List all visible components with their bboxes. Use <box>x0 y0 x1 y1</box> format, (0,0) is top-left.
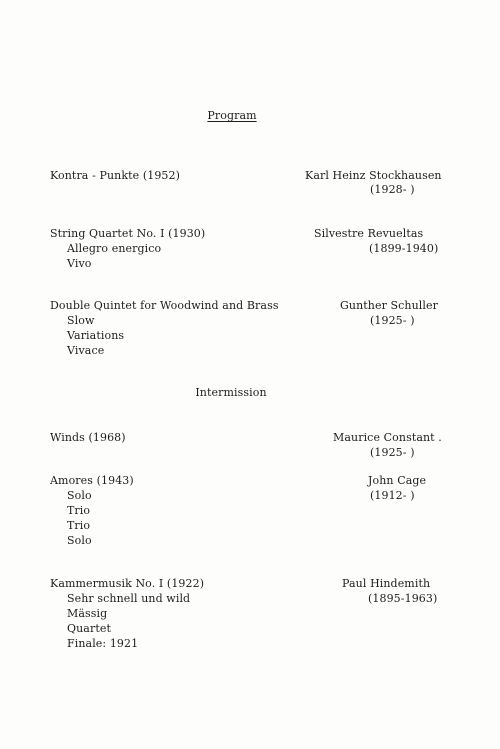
movement: Finale: 1921 <box>67 637 139 650</box>
movement: Solo <box>67 489 92 502</box>
composer-dates: (1895-1963) <box>368 592 438 605</box>
piece-title: Winds (1968) <box>50 431 126 444</box>
piece-title: Double Quintet for Woodwind and Brass <box>50 299 279 312</box>
piece-title: String Quartet No. I (1930) <box>50 227 206 240</box>
piece-title: Kammermusik No. I (1922) <box>50 577 205 590</box>
composer-dates: (1925- ) <box>370 446 415 459</box>
movement: Trio <box>67 504 91 517</box>
movement: Variations <box>67 329 125 342</box>
composer-name: Karl Heinz Stockhausen <box>305 169 442 182</box>
movement: Allegro energico <box>67 242 162 255</box>
movement: Slow <box>67 314 95 327</box>
composer-name: Paul Hindemith <box>342 577 431 590</box>
composer-name: Silvestre Revueltas <box>314 227 424 240</box>
movement: Mässig <box>67 607 108 620</box>
movement: Vivace <box>67 344 105 357</box>
movement: Vivo <box>67 257 92 270</box>
composer-dates: (1925- ) <box>370 314 415 327</box>
movement: Solo <box>67 534 92 547</box>
movement: Trio <box>67 519 91 532</box>
program-title: Program <box>207 109 257 122</box>
movement: Sehr schnell und wild <box>67 592 191 605</box>
composer-name: Maurice Constant . <box>333 431 442 444</box>
composer-dates: (1912- ) <box>370 489 415 502</box>
piece-title: Amores (1943) <box>50 474 134 487</box>
movement: Quartet <box>67 622 111 635</box>
piece-title: Kontra - Punkte (1952) <box>50 169 181 182</box>
composer-name: John Cage <box>368 474 427 487</box>
intermission-label: Intermission <box>195 386 267 399</box>
composer-dates: (1928- ) <box>370 183 415 196</box>
composer-name: Gunther Schuller <box>340 299 438 312</box>
composer-dates: (1899-1940) <box>369 242 439 255</box>
